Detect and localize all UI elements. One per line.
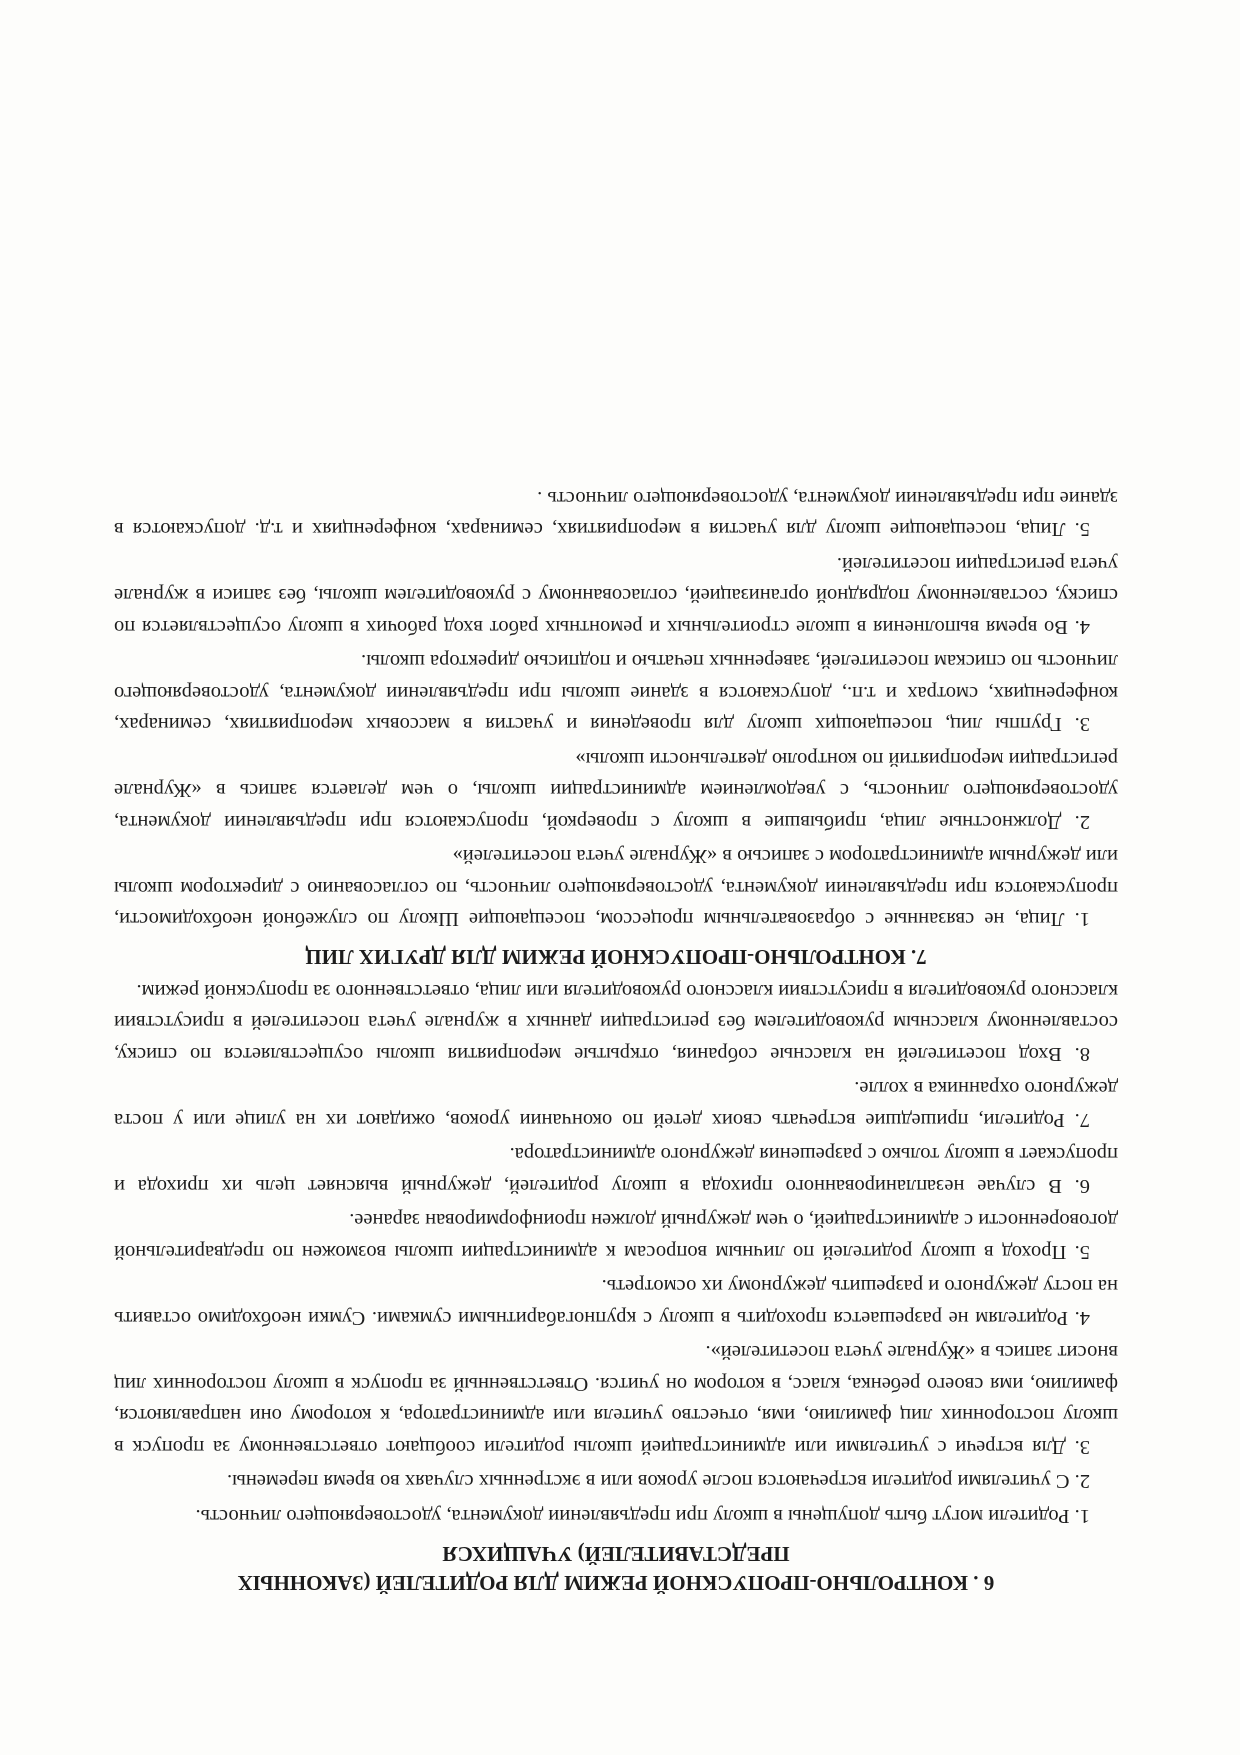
- section-7-item-1: 1. Лица, не связанные с образовательным процессом, посещающие Школу по служебной необходимости, пропускаются при предъявлении документа, удостоверяющего личность, по согласованию с директором школы или дежурным администратором с записью в «Журнале учета посетителей»: [114, 845, 1118, 931]
- section-7-item-4: 4. Во время выполнения в школе строительных и ремонтных работ вход рабочих в школу осуществляется по списку, составленному подрядной организацией, согласованному с руководителем школы, без записи в журнале учета регистрации посетителей.: [114, 553, 1118, 638]
- section-7-title: 7. КОНТРОЛЬНО-ПРОПУСКНОЙ РЕЖИМ ДЛЯ ДРУГИХ ЛИЦ: [305, 945, 927, 970]
- section-6-item-7: 7. Родители, пришедшие встречать своих детей по окончании уроков, ожидают их на улице или у поста дежурного охранника в холле.: [114, 1077, 1118, 1131]
- section-6-item-2: 2. С учителями родители встречаются после уроков или в экстренных случаях во время перемены.: [226, 1470, 1090, 1493]
- section-6-title: 6 . КОНТРОЛЬНО-ПРОПУСКНОЙ РЕЖИМ ДЛЯ РОДИТЕЛЕЙ (ЗАКОННЫХ ПРЕДСТАВИТЕЛЕЙ) УЧАЩИХСЯ: [237, 1542, 995, 1595]
- section-6-item-3: 3. Для встречи с учителями или администрацией школы родители сообщают ответственному за пропуск в школу посторонних лиц фамилию, имя, отчество учителя или администратора, к которому они направляются, фамилию, имя своего ребенка, класс, в котором он учится. Ответственный за пропуск в школу посторонних лиц вносит запись в «Журнале учета посетителей».: [114, 1341, 1118, 1458]
- section-6-item-1: 1. Родители могут быть допущены в школу при предъявлении документа, удостоверяющего личность.: [195, 1505, 1090, 1527]
- section-7-item-3: 3. Группы лиц, посещающих школу для проведения и участия в массовых мероприятиях, семинарах, конференциях, смотрах и т.п., допускаются в здание школы при предъявлении документа, удостоверяющего личность по спискам посетителей, заверенных печатью и подписью директора школы.: [114, 650, 1118, 736]
- section-6-item-6: 6. В случае незапланированного прихода в школу родителей, дежурный выясняет цель их прихода и пропускает в школу только с разрешения дежурного администратора.: [114, 1143, 1118, 1197]
- section-6-item-5: 5. Проход в школу родителей по личным вопросам к администрации школы возможен по предварительной договоренности с администрацией, о чем дежурный должен проинформирован заранее.: [114, 1209, 1118, 1263]
- section-6-item-4: 4. Родителям не разрешается проходить в школу с крупногабаритными сумками. Сумки необходимо оставить на посту дежурного и разрешить дежурному их осмотреть.: [114, 1275, 1118, 1329]
- section-6-item-8: 8. Вход посетителей на классные собрания, открытые мероприятия школы осуществляется по списку, составленному классным руководителем без регистрации данных в журнале учета посетителей в присутствии классного руководителя в присутствии классного руководителя или лица, ответственного за пропускной режим.: [114, 980, 1118, 1065]
- section-7-item-2: 2. Должностные лица, прибывшие в школу с проверкой, пропускаются при предъявлении документа, удостоверяющего личность, с уведомлением администрации школы, о чем делается запись в «Журнале регистрации мероприятий по контролю деятельности школы»: [114, 748, 1118, 833]
- section-7-item-5: 5. Лица, посещающие школу для участия в мероприятиях, семинарах, конференциях и т.д. допускаются в здание при предъявлении документа, удостоверяющего личность .: [114, 487, 1118, 541]
- document-body: [114, 479, 1118, 1598]
